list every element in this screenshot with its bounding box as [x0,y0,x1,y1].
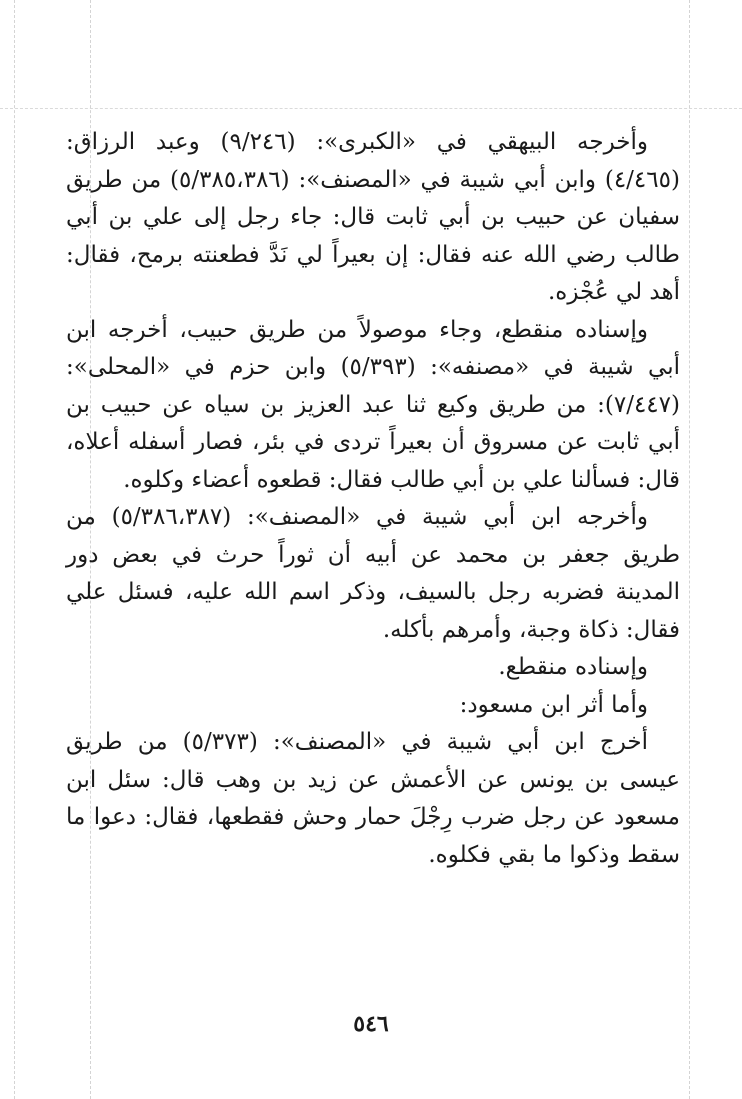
margin-rule-left [14,0,15,1099]
margin-rule-top [0,108,742,109]
margin-rule-right [689,0,690,1099]
body-text [66,124,680,874]
paragraph-jafar-narration: وأخرجه ابن أبي شيبة في «المصنف»: (٥/٣٨٦،٣٨٧) من طريق جعفر بن محمد عن أبيه أن ثوراً حرث في بعض دور المدينة فضربه رجل بالسيف، وذكر اسم الله عليه، فسئل علي فقال: ذكاة وجبة، وأمرهم بأكله. [66,504,680,643]
paragraph-bayhaqi-narration: وأخرجه البيهقي في «الكبرى»: (٩/٢٤٦) وعبد الرزاق: (٤/٤٦٥) وابن أبي شيبة في «المصنف»: (٥/٣٨٥،٣٨٦) من طريق سفيان عن حبيب بن أبي ثابت قال: جاء رجل إلى علي بن أبي طالب رضي الله عنه فقال: إن بعيراً لي نَدَّ فطعنته برمح، فقال: أهد لي عُجْزه. [66,129,680,305]
paragraph-chain-broken: وإسناده منقطع. [498,654,648,680]
page-number: ٥٤٦ [353,1011,389,1037]
paragraph-ibn-masud-heading: وأما أثر ابن مسعود: [459,691,648,718]
paragraph-ibn-masud-narration: أخرج ابن أبي شيبة في «المصنف»: (٥/٣٧٣) من طريق عيسى بن يونس عن الأعمش عن زيد بن وهب قال: سئل ابن مسعود عن رجل ضرب رِجْلَ حمار وحش فقطعها، فقال: دعوا ما سقط وذكوا ما بقي فكلوه. [66,729,680,868]
paragraph-connected-chain: وإسناده منقطع، وجاء موصولاً من طريق حبيب، أخرجه ابن أبي شيبة في «مصنفه»: (٥/٣٩٣) وابن حزم في «المحلى»: (٧/٤٤٧): من طريق وكيع ثنا عبد العزيز بن سياه عن حبيب بن أبي ثابت عن مسروق أن بعيراً تردى في بئر، فصار أسفله أعلاه، قال: فسألنا علي بن أبي طالب فقال: قطعوه أعضاء وكلوه. [66,316,680,493]
